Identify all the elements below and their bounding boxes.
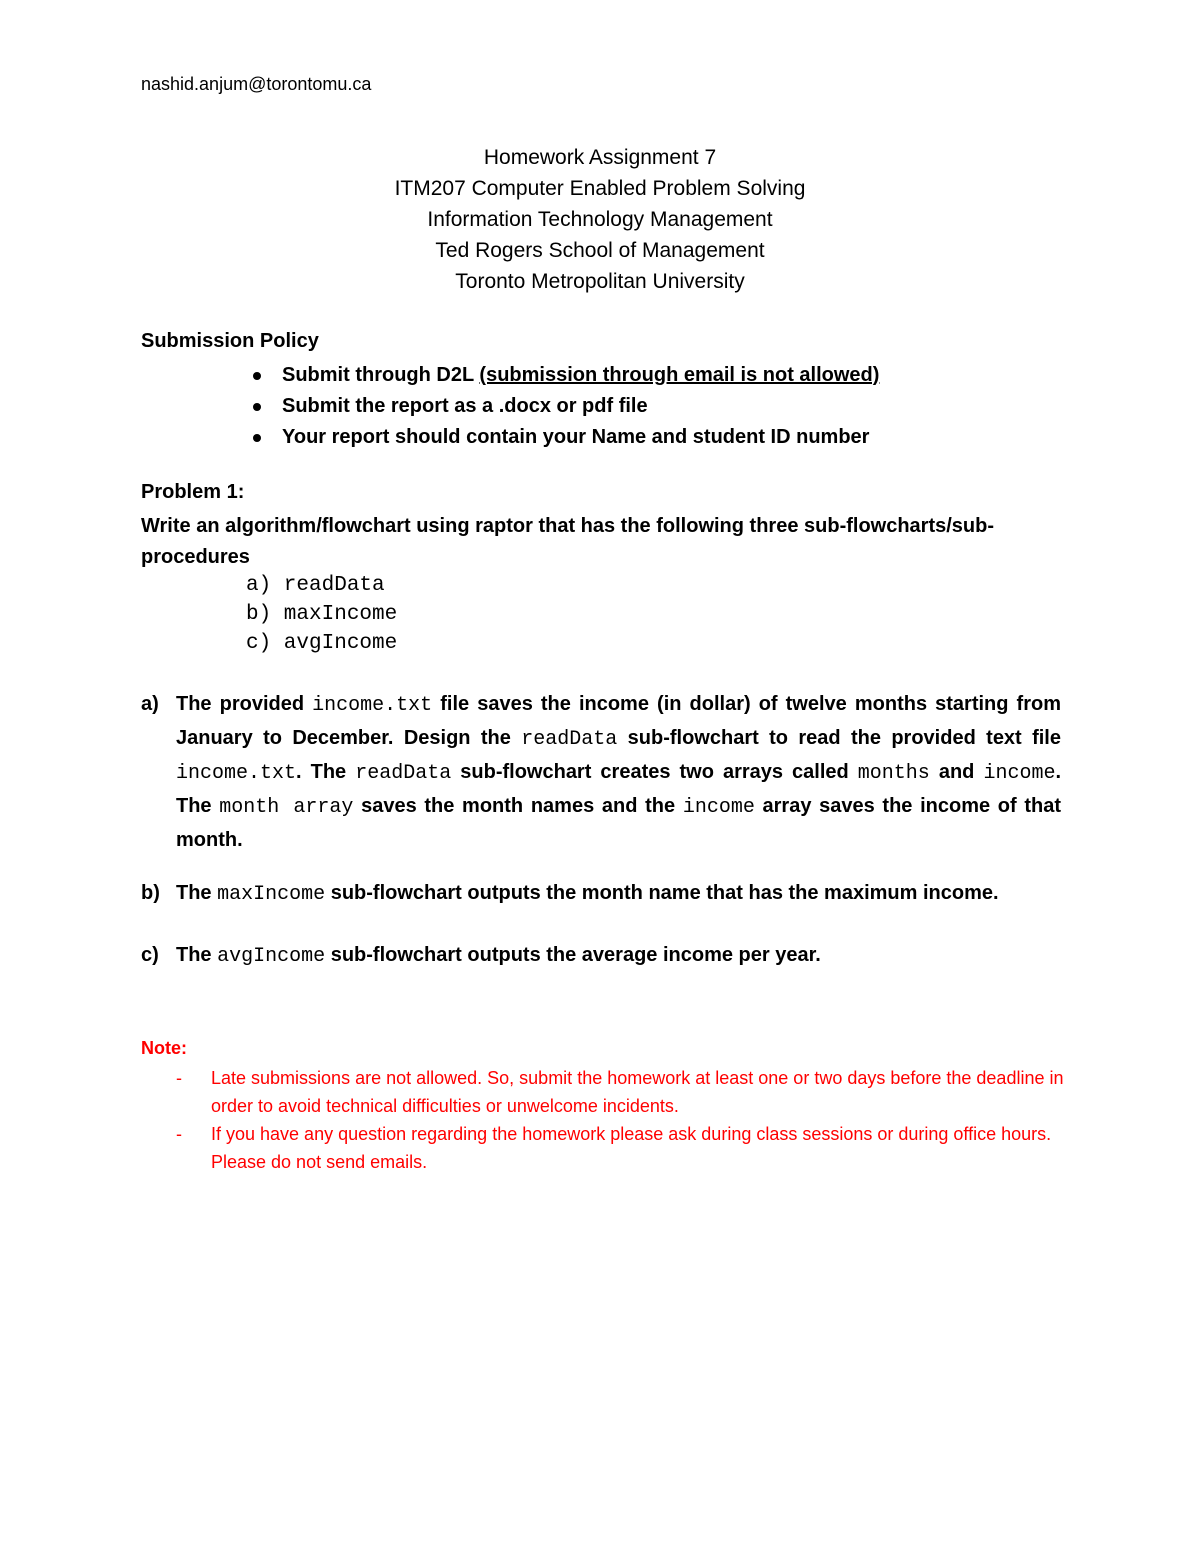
assignment-title: Homework Assignment 7 bbox=[483, 146, 717, 169]
note-heading: Note: bbox=[141, 1038, 187, 1058]
title-block bbox=[0, 142, 1200, 297]
item-marker: c) bbox=[141, 944, 159, 966]
item-marker: a) bbox=[141, 693, 159, 715]
note-text: Late submissions are not allowed. So, submit the homework at least one or two days before the deadline in order to avoid technical difficulties or unwelcome incidents. bbox=[211, 1068, 1064, 1116]
program-name: Information Technology Management bbox=[427, 208, 773, 231]
subprocedure-item: a) readData bbox=[246, 574, 385, 597]
problem-intro: Write an algorithm/flowchart using raptor that has the following three sub-flowcharts/sub-procedures bbox=[141, 515, 995, 568]
dash-marker: - bbox=[176, 1124, 182, 1144]
submission-policy-heading: Submission Policy bbox=[141, 330, 319, 352]
bullet-text: Submit through D2L bbox=[282, 364, 480, 386]
item-text: The maxIncome sub-flowchart outputs the month name that has the maximum income. bbox=[176, 882, 999, 906]
submission-policy-list bbox=[141, 360, 1081, 453]
item-text: The avgIncome sub-flowchart outputs the average income per year. bbox=[176, 944, 821, 968]
bullet-icon bbox=[253, 403, 261, 411]
university-name: Toronto Metropolitan University bbox=[455, 270, 745, 293]
item-marker: b) bbox=[141, 882, 160, 904]
list-item bbox=[141, 422, 1081, 453]
problem-heading: Problem 1: bbox=[141, 481, 245, 503]
note-text: If you have any question regarding the homework please ask during class sessions or during office hours. Please do not send emails. bbox=[211, 1124, 1052, 1172]
dash-marker: - bbox=[176, 1068, 182, 1088]
school-name: Ted Rogers School of Management bbox=[435, 239, 765, 262]
bullet-icon bbox=[253, 434, 261, 442]
author-email: nashid.anjum@torontomu.ca bbox=[141, 74, 372, 94]
underlined-text: (submission through email is not allowed) bbox=[479, 364, 880, 386]
bullet-icon bbox=[253, 372, 261, 380]
problem-item-a bbox=[141, 688, 1061, 856]
subprocedure-list bbox=[246, 571, 397, 658]
problem-item-c bbox=[141, 939, 1061, 973]
bullet-text: Your report should contain your Name and student ID number bbox=[282, 426, 870, 448]
note-list bbox=[141, 1064, 1071, 1176]
subprocedure-item: b) maxIncome bbox=[246, 603, 398, 626]
list-item bbox=[141, 360, 1081, 391]
course-name: ITM207 Computer Enabled Problem Solving bbox=[394, 177, 806, 200]
bullet-text: Submit the report as a .docx or pdf file bbox=[282, 395, 648, 417]
list-item bbox=[141, 1120, 1071, 1176]
item-text: The provided income.txt file saves the income (in dollar) of twelve months starting from January to December. Design the readData sub-flowchart to read the provided text file income.txt. The readData sub-flowchart creates two arrays called months and income. The month array saves the month names and the income array saves the income of that month. bbox=[176, 693, 1062, 851]
problem-item-b bbox=[141, 877, 1061, 911]
list-item bbox=[141, 391, 1081, 422]
list-item bbox=[141, 1064, 1071, 1120]
subprocedure-item: c) avgIncome bbox=[246, 632, 398, 655]
